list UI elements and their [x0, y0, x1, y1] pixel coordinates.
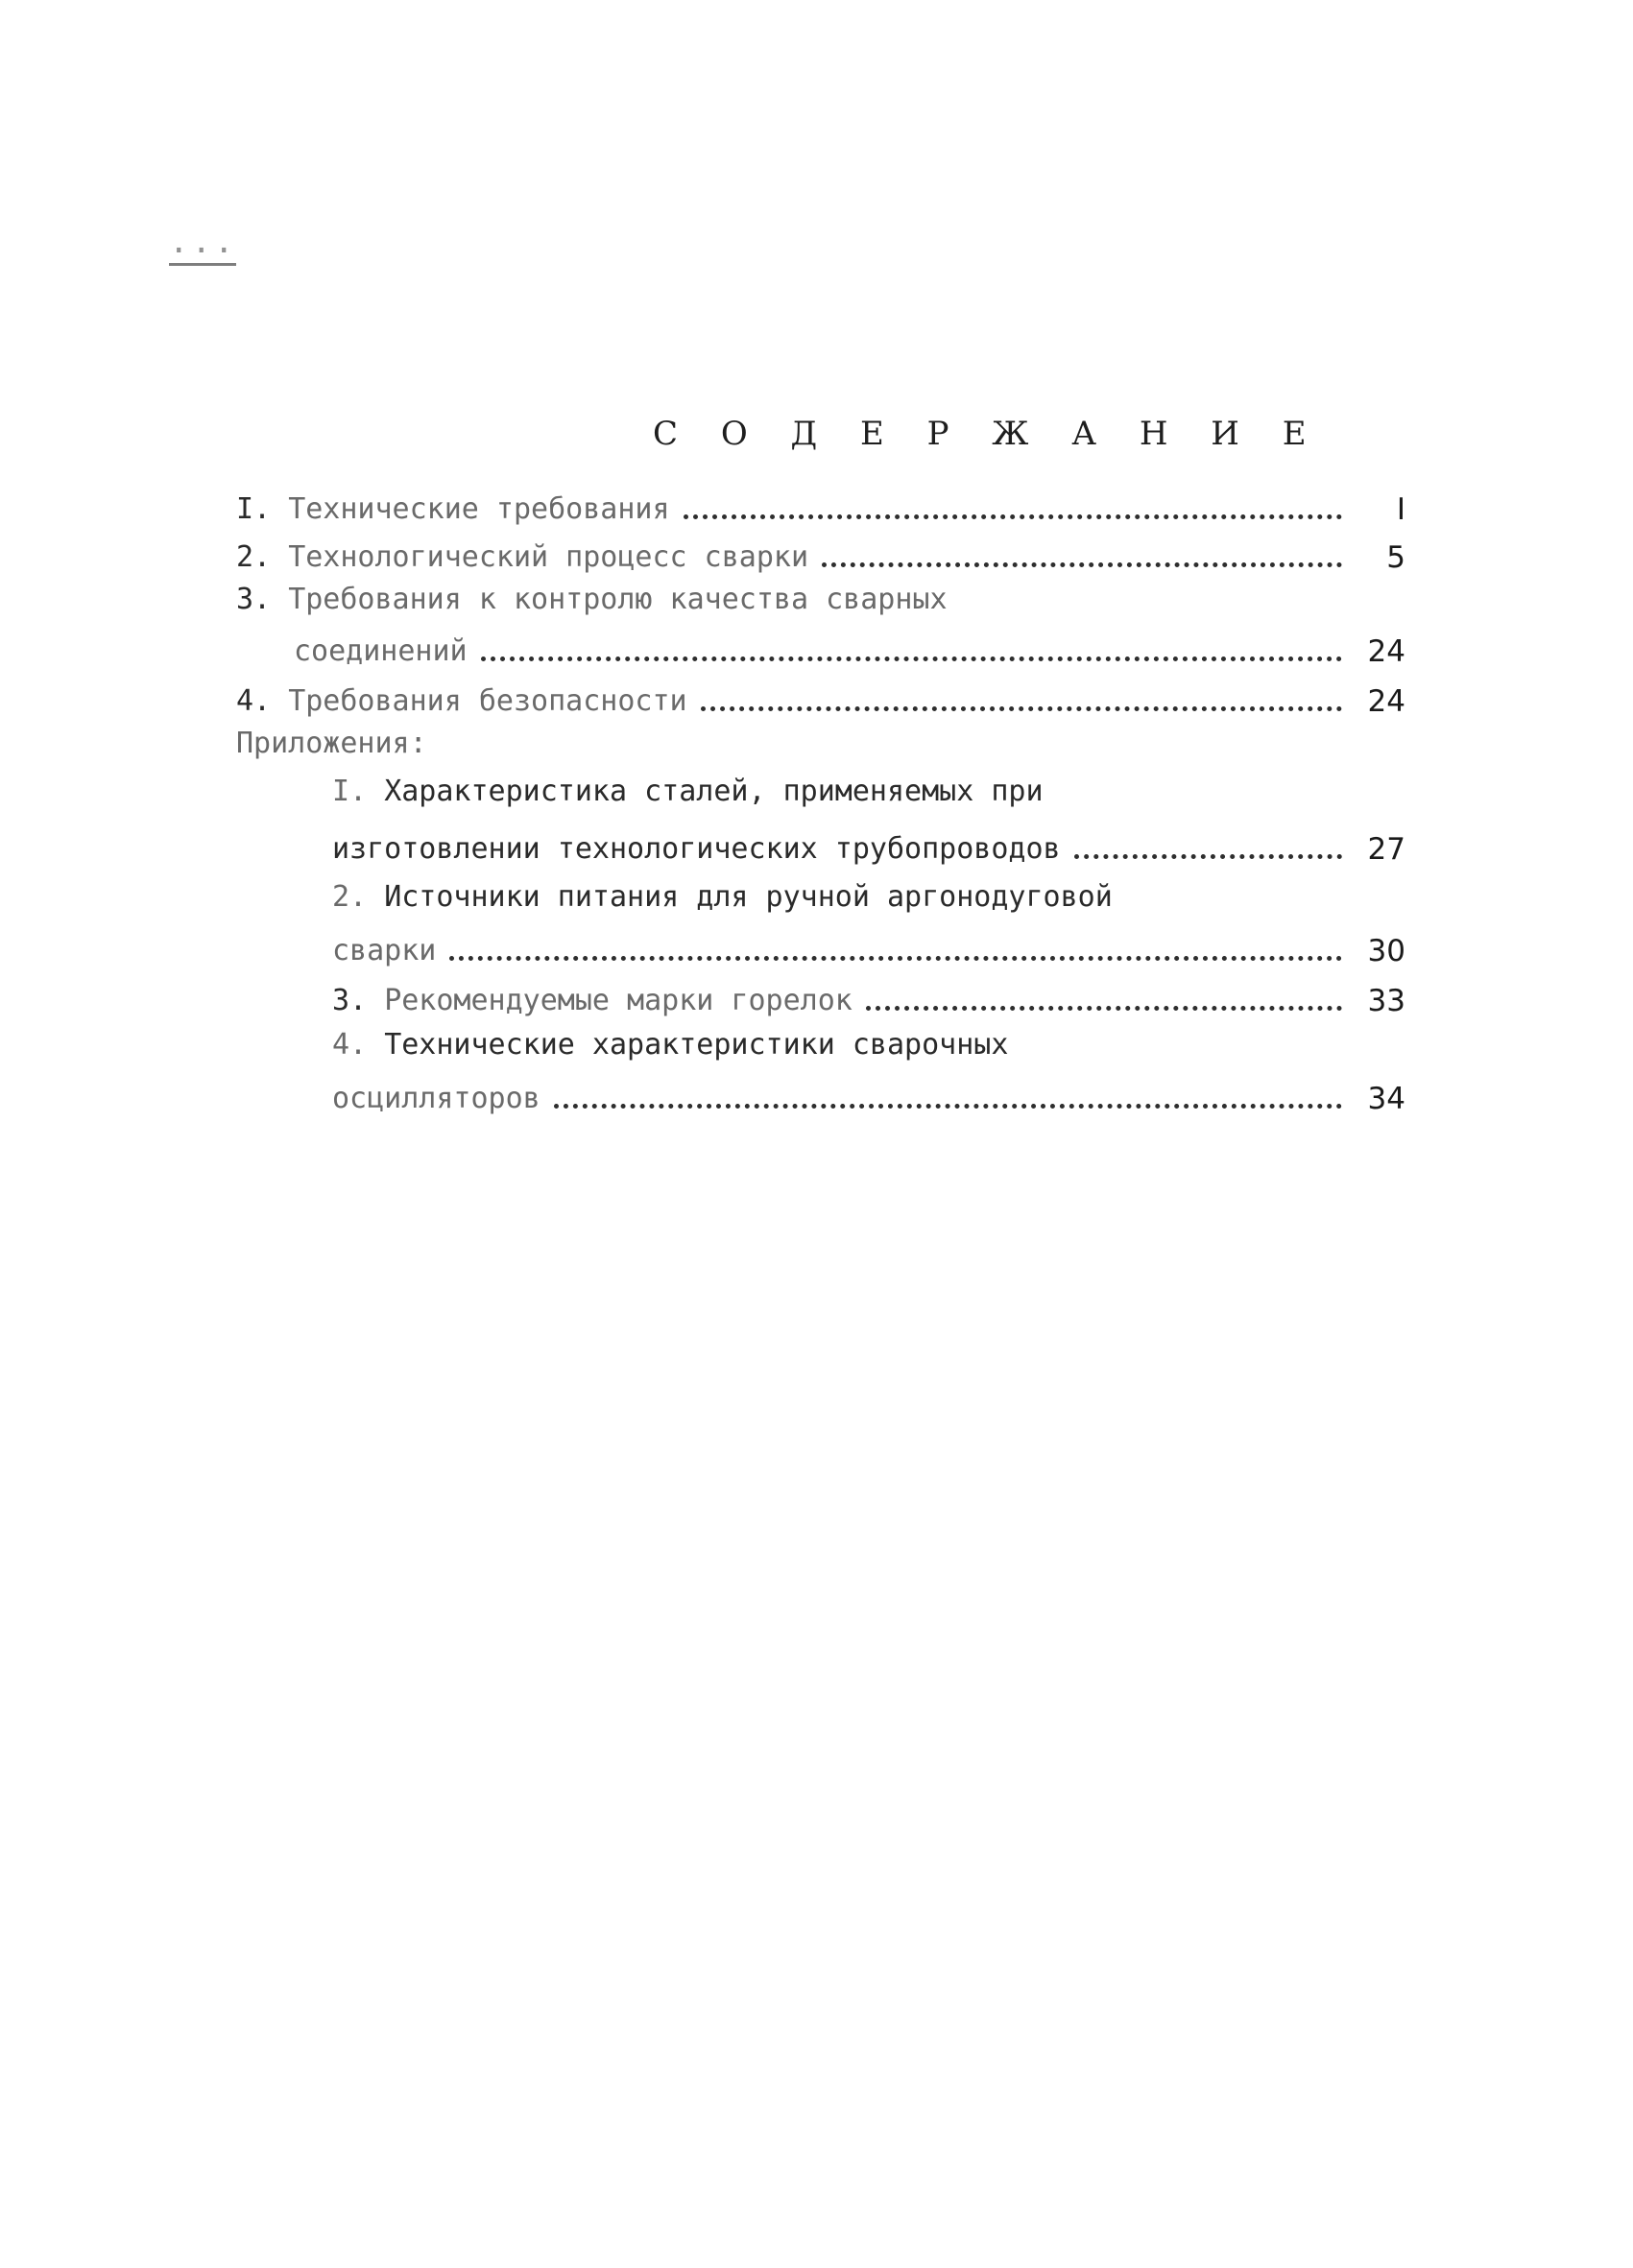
toc-entry-4 — [236, 670, 1405, 720]
appendix-entry-2 — [332, 919, 1405, 969]
toc-entry-2 — [236, 526, 1405, 576]
appendix-entry-4-text: осцилляторов — [332, 1082, 540, 1115]
toc-entry-3 — [294, 620, 1405, 670]
appendix-entry-3 — [332, 969, 1405, 1019]
dot-leader — [554, 1104, 1342, 1109]
appendix-4-line1: 4. Технические характеристики сварочных — [332, 1028, 1009, 1062]
toc-entry-1-text: I. Технические требования — [236, 492, 670, 526]
toc-entry-4-text: 4. Требования безопасности — [236, 684, 687, 718]
appendix-entry-1-page: 27 — [1367, 832, 1405, 867]
toc-entry-3-line1: 3. Требования к контролю качества сварных — [236, 583, 948, 616]
dot-leader — [449, 956, 1342, 961]
appendix-heading: Приложения: — [236, 727, 427, 760]
toc-entry-2-page: 5 — [1386, 540, 1405, 575]
appendix-entry-3-page: 33 — [1367, 984, 1405, 1018]
appendix-entry-1-text: изготовлении технологических трубопроводов — [332, 832, 1061, 866]
toc-entry-4-page: 24 — [1367, 684, 1405, 719]
dot-leader — [1074, 854, 1342, 859]
appendix-entry-4 — [332, 1067, 1405, 1117]
toc-entry-1 — [236, 478, 1405, 528]
dot-leader — [481, 657, 1342, 661]
appendix-2-line1: 2. Источники питания для ручной аргонодуговой — [332, 880, 1113, 914]
toc-title: С О Д Е Р Ж А Н И Е — [653, 415, 1323, 453]
document-code: ... — [169, 223, 236, 266]
dot-leader — [701, 706, 1342, 711]
appendix-entry-2-page: 30 — [1367, 934, 1405, 968]
dot-leader — [866, 1006, 1342, 1011]
appendix-entry-1 — [332, 818, 1405, 868]
appendix-1-line1: I. Характеристика сталей, применяемых при — [332, 775, 1044, 808]
dot-leader — [684, 514, 1342, 519]
toc-entry-3-page: 24 — [1367, 634, 1405, 669]
appendix-entry-2-text: сварки — [332, 934, 437, 967]
toc-entry-3-text: соединений — [294, 634, 468, 668]
toc-entry-1-page: I — [1396, 492, 1405, 527]
dot-leader — [822, 562, 1342, 567]
appendix-entry-4-page: 34 — [1367, 1082, 1405, 1116]
toc-entry-2-text: 2. Технологический процесс сварки — [236, 540, 809, 574]
appendix-entry-3-text: 3. Рекомендуемые марки горелок — [332, 984, 853, 1017]
